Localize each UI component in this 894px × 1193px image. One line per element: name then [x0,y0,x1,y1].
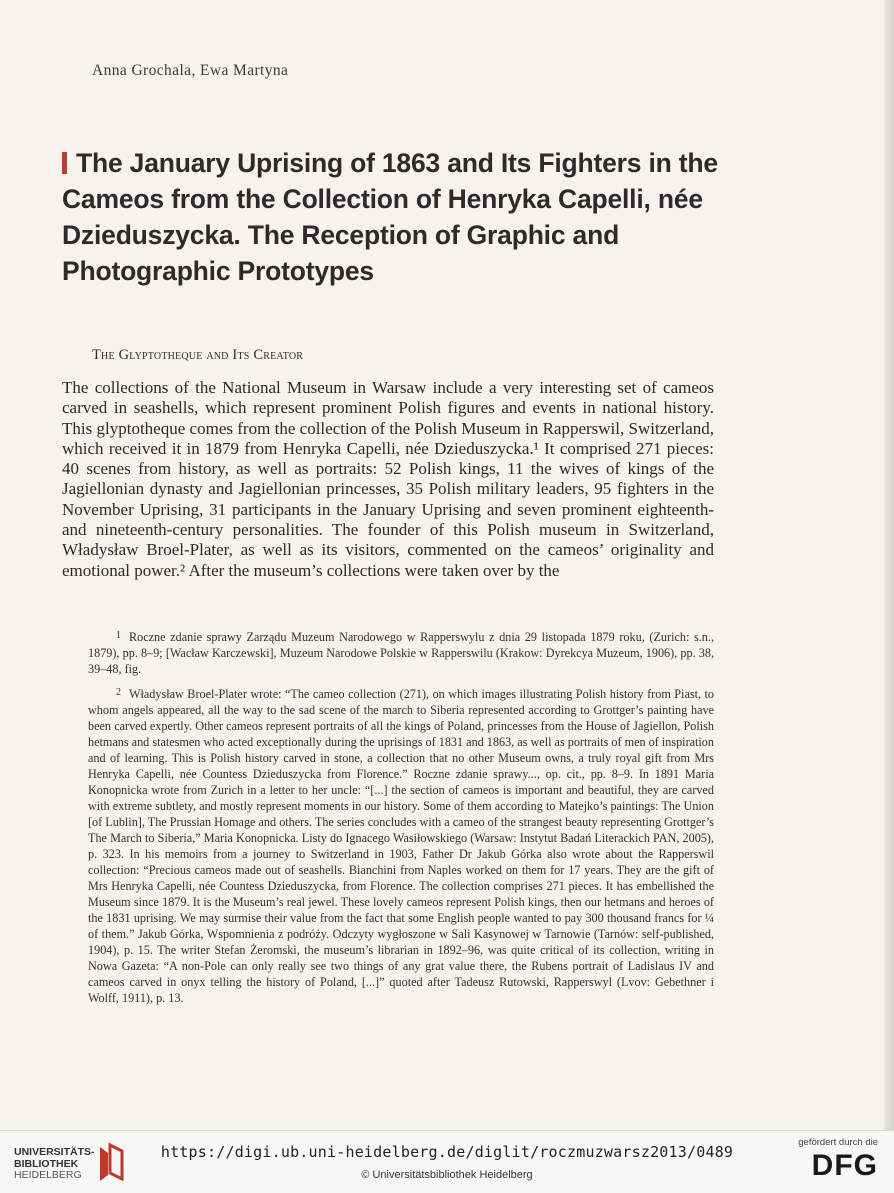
footnote [88,628,714,677]
article-authors: Anna Grochala, Ewa Martyna [92,62,289,79]
footnote [88,685,714,1006]
library-name-line1: UNIVERSITÄTS- [14,1146,95,1158]
article-title-text: The January Uprising of 1863 and Its Fighters in the Cameos from the Collection of Henryka Capelli, née Dzieduszycka. The Reception of Graphic and Photographic Prototypes [62,148,718,286]
footnote-number: 2 [116,687,121,698]
footnote-text: Roczne zdanie sprawy Zarządu Muzeum Narodowego w Rapperswylu z dnia 29 listopada 1879 roku, (Zurich: s.n., 1879), pp. 8–9; [Wacław Karczewski], Muzeum Narodowe Polskie w Rapperswilu (Krakow: Dyrekcya Muzeum, 1906), pp. 38, 39–48, fig. [88,630,714,676]
funding-label: gefördert durch die [798,1137,878,1148]
funder-name: DFG [811,1149,878,1182]
footnotes [88,628,714,1014]
library-name-line3: HEIDELBERG [14,1169,82,1181]
section-heading: The Glyptotheque and Its Creator [92,347,304,363]
library-name-line2: BIBLIOTHEK [14,1157,79,1170]
footer-bar [0,1130,894,1193]
page-edge [884,0,894,1130]
body-paragraph: The collections of the National Museum in Warsaw include a very interesting set of cameos carved in seashells, which represent prominent Polish figures and events in national history. This glyptotheque comes from the collection of the Polish Museum in Rapperswil, Switzerland, which received it in 1879 from Henryka Capelli, née Dzieduszycka.¹ It comprised 271 pieces: 40 scenes from history, as well as portraits: 52 Polish kings, 11 the wives of kings of the Jagiellonian dynasty and Jagiellonian princesses, 35 Polish military leaders, 95 fighters in the November Uprising, 31 participants in the January Uprising and seven prominent eighteenth- and nineteenth-century personalities. The founder of this Polish museum in Switzerland, Władysław Broel-Plater, as well as its visitors, commented on the cameos’ originality and emotional power.² After the museum’s collections were taken over by the [62,378,714,580]
article-title [62,145,782,289]
source-url-link[interactable]: https://digi.ub.uni-heidelberg.de/diglit/roczmuzwarsz2013/0489 [160,1143,734,1161]
footnote-number: 1 [116,630,121,641]
dfg-logo-icon[interactable] [778,1137,878,1187]
title-accent-bar [62,152,67,174]
footnote-text: Władysław Broel-Plater wrote: “The cameo collection (271), on which images illustrating Polish history from Piast, to whom angels appeared, all the way to the sad scene of the march to Siberia represented according to Grottger’s painting have been carved expertly. Other cameos represent portraits of all the kings of Poland, princesses from the House of Jagiellon, Polish hetmans and statesmen who acted exceptionally during the uprisings of 1831 and 1863, as well as portraits of men of inspiration and of learning. This is Polish history carved in stone, a collection that no other Museum owns, a truly royal gift from Mrs Henryka Capelli, née Countess Dzieduszycka from Florence.” Roczne zdanie sprawy..., op. cit., pp. 8–9. In 1891 Maria Konopnicka wrote from Zurich in a letter to her uncle: “[...] the section of cameos is important and beautiful, they are carved with extreme subtlety, and mostly represent moments in our history. Some of them according to Matejko’s paintings: The Union [of Lublin], The Prussian Homage and others. The series concludes with a cameo of the strangest beauty representing Grottger’s The March to Siberia,” Maria Konopnicka. Listy do Ignacego Wasiłowskiego (Warsaw: Instytut Badań Literackich PAN, 2005), p. 323. In his memoirs from a journey to Switzerland in 1903, Father Dr Jakub Górka also wrote about the Rapperswil collection: “Precious cameos made out of seashells. Bianchini from Naples worked on them for 17 years. They are the gift of Mrs Henryka Capelli, née Countess Dzieduszycka, from Florence. The collection comprises 271 pieces. It has embellished the Museum since 1879. It is the Museum’s real jewel. These lovely cameos represent Polish kings, then our hetmans and heroes of the 1831 uprising. We may surmise their value from the fact that some English people wanted to pay 300 thousand francs for ¼ of them.” Jakub Górka, Wspomnienia z podróży. Odczyty wygłoszone w Sali Kasynowej w Tarnowie (Tarnów: self-published, 1904), p. 15. The writer Stefan Żeromski, the museum’s librarian in 1892–96, was quite critical of its collection, writing in Nowa Gazeta: “A non-Pole can only really see two things of any grat value there, the Rubens portrait of Ladislaus IV and cameos carved in onyx telling the history of Poland, [...]” quoted after Tadeusz Rutowski, Rapperswyl (Lvov: Gebethner i Wolff, 1911), p. 13. [88,687,714,1005]
copyright-notice: © Universitätsbibliothek Heidelberg [361,1169,533,1181]
